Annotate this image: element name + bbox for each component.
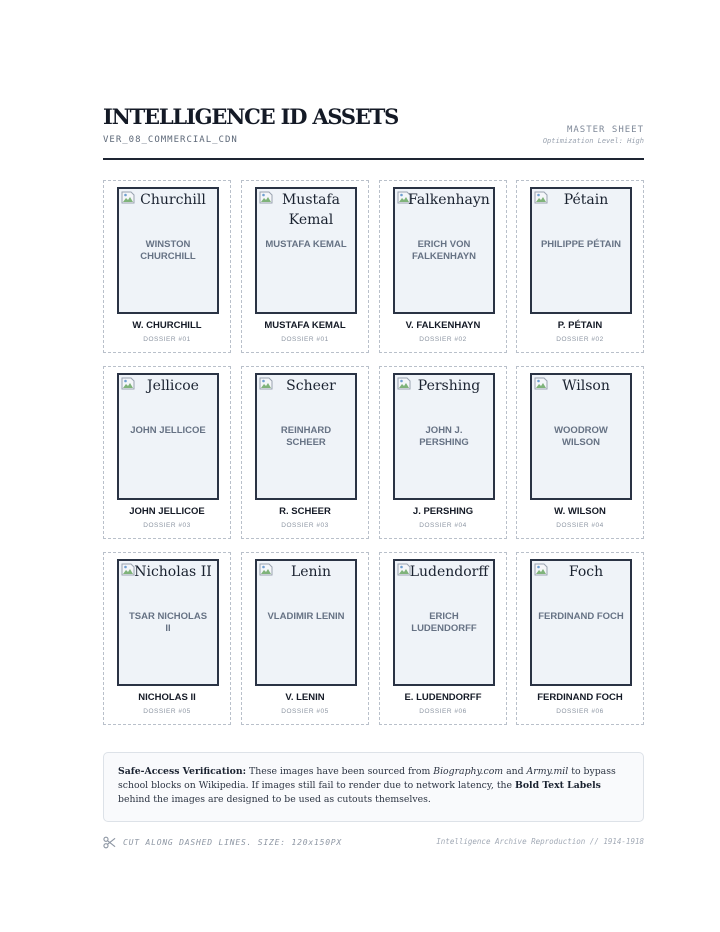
card-name: R. SCHEER [279, 506, 331, 517]
dossier-number: DOSSIER #04 [556, 522, 604, 529]
dossier-number: DOSSIER #05 [143, 708, 191, 715]
portrait-frame [393, 373, 495, 500]
sheet-footer [103, 835, 644, 851]
dossier-number: DOSSIER #06 [556, 708, 604, 715]
notice-source-1: Biography.com [433, 766, 504, 777]
scissors-icon [103, 836, 116, 849]
archive-credit: Intelligence Archive Reproduction // 1914-1918 [436, 837, 644, 846]
portrait-frame [530, 559, 632, 686]
id-card-wilson [516, 366, 644, 539]
image-alt-text: Churchill [140, 192, 206, 208]
notice-source-2: Army.mil [526, 766, 569, 777]
cutout-label: REINHARD SCHEER [280, 425, 332, 448]
notice-text-4: behind the images are designed to be used as cutouts themselves. [118, 794, 431, 805]
portrait-frame [117, 559, 219, 686]
cutout-label: WINSTON CHURCHILL [140, 239, 196, 262]
image-alt-text: Scheer [286, 378, 336, 394]
card-name: P. PÉTAIN [557, 320, 603, 331]
cutout-label: PHILIPPE PÉTAIN [540, 239, 622, 250]
dossier-number: DOSSIER #01 [281, 336, 329, 343]
dossier-number: DOSSIER #01 [143, 336, 191, 343]
cutout-label: ERICH LUDENDORFF [411, 611, 477, 634]
card-name: MUSTAFA KEMAL [264, 320, 346, 331]
notice-text-2: and [503, 766, 527, 777]
image-alt-text: Falkenhayn [408, 192, 490, 208]
dossier-number: DOSSIER #03 [143, 522, 191, 529]
card-name: E. LUDENDORFF [404, 692, 482, 703]
card-name: J. PERSHING [412, 506, 474, 517]
card-name: JOHN JELLICOE [129, 506, 205, 517]
safe-access-notice [103, 752, 644, 822]
id-card-grid [103, 180, 644, 725]
id-card-falkenhayn [379, 180, 507, 353]
id-card-petain [516, 180, 644, 353]
dossier-number: DOSSIER #06 [419, 708, 467, 715]
image-alt-text: Pershing [417, 378, 481, 394]
image-alt-text: Wilson [562, 378, 610, 394]
cutout-label: VLADIMIR LENIN [267, 611, 345, 622]
notice-text-3: to bypass school blocks on Wikipedia. If images still fail to render due to network latency, the [118, 766, 616, 791]
notice-emphasis: Bold Text Labels [515, 780, 601, 791]
cutout-label: WOODROW WILSON [554, 425, 608, 448]
sheet-header [103, 104, 644, 160]
card-name: FERDINAND FOCH [537, 692, 623, 703]
page-title: INTELLIGENCE ID ASSETS [103, 104, 399, 129]
id-card-churchill [103, 180, 231, 353]
id-card-ludendorff [379, 552, 507, 725]
portrait-frame [530, 187, 632, 314]
portrait-frame [117, 373, 219, 500]
cutout-label: ERICH VON FALKENHAYN [411, 239, 477, 262]
image-alt-text: Foch [568, 564, 604, 580]
portrait-frame [117, 187, 219, 314]
portrait-frame [255, 187, 357, 314]
cutout-label: JOHN JELLICOE [130, 425, 206, 436]
image-alt-text: Nicholas II [134, 564, 212, 580]
cutout-label: JOHN J. PERSHING [419, 425, 469, 448]
card-name: V. LENIN [285, 692, 325, 703]
portrait-frame [255, 559, 357, 686]
id-card-scheer [241, 366, 369, 539]
id-card-foch [516, 552, 644, 725]
portrait-frame [255, 373, 357, 500]
image-alt-text: Ludendorff [409, 564, 489, 580]
cut-instructions: CUT ALONG DASHED LINES. SIZE: 120x150PX [123, 838, 343, 847]
image-alt-text: Mustafa Kemal [281, 192, 341, 228]
version-subtitle: VER_08_COMMERCIAL_CDN [103, 135, 238, 145]
dossier-number: DOSSIER #02 [419, 336, 467, 343]
notice-text-1: These images have been sourced from [246, 766, 434, 777]
master-sheet-label: MASTER SHEET [566, 125, 644, 135]
card-name: NICHOLAS II [138, 692, 196, 703]
id-card-jellicoe [103, 366, 231, 539]
image-alt-text: Pétain [563, 192, 609, 208]
card-name: W. WILSON [554, 506, 606, 517]
id-card-lenin [241, 552, 369, 725]
notice-heading: Safe-Access Verification: [118, 766, 247, 777]
portrait-frame [393, 559, 495, 686]
dossier-number: DOSSIER #02 [556, 336, 604, 343]
cutout-label: FERDINAND FOCH [538, 611, 624, 622]
portrait-frame [393, 187, 495, 314]
id-card-nicholas-ii [103, 552, 231, 725]
optimization-level: Optimization Level: High [542, 137, 644, 145]
image-alt-text: Lenin [290, 564, 332, 580]
dossier-number: DOSSIER #03 [281, 522, 329, 529]
card-name: W. CHURCHILL [132, 320, 202, 331]
card-name: V. FALKENHAYN [405, 320, 481, 331]
id-card-mustafa-kemal [241, 180, 369, 353]
id-card-pershing [379, 366, 507, 539]
cutout-label: TSAR NICHOLAS II [128, 611, 208, 634]
portrait-frame [530, 373, 632, 500]
dossier-number: DOSSIER #05 [281, 708, 329, 715]
dossier-number: DOSSIER #04 [419, 522, 467, 529]
cutout-label: MUSTAFA KEMAL [265, 239, 347, 250]
image-alt-text: Jellicoe [147, 378, 199, 394]
